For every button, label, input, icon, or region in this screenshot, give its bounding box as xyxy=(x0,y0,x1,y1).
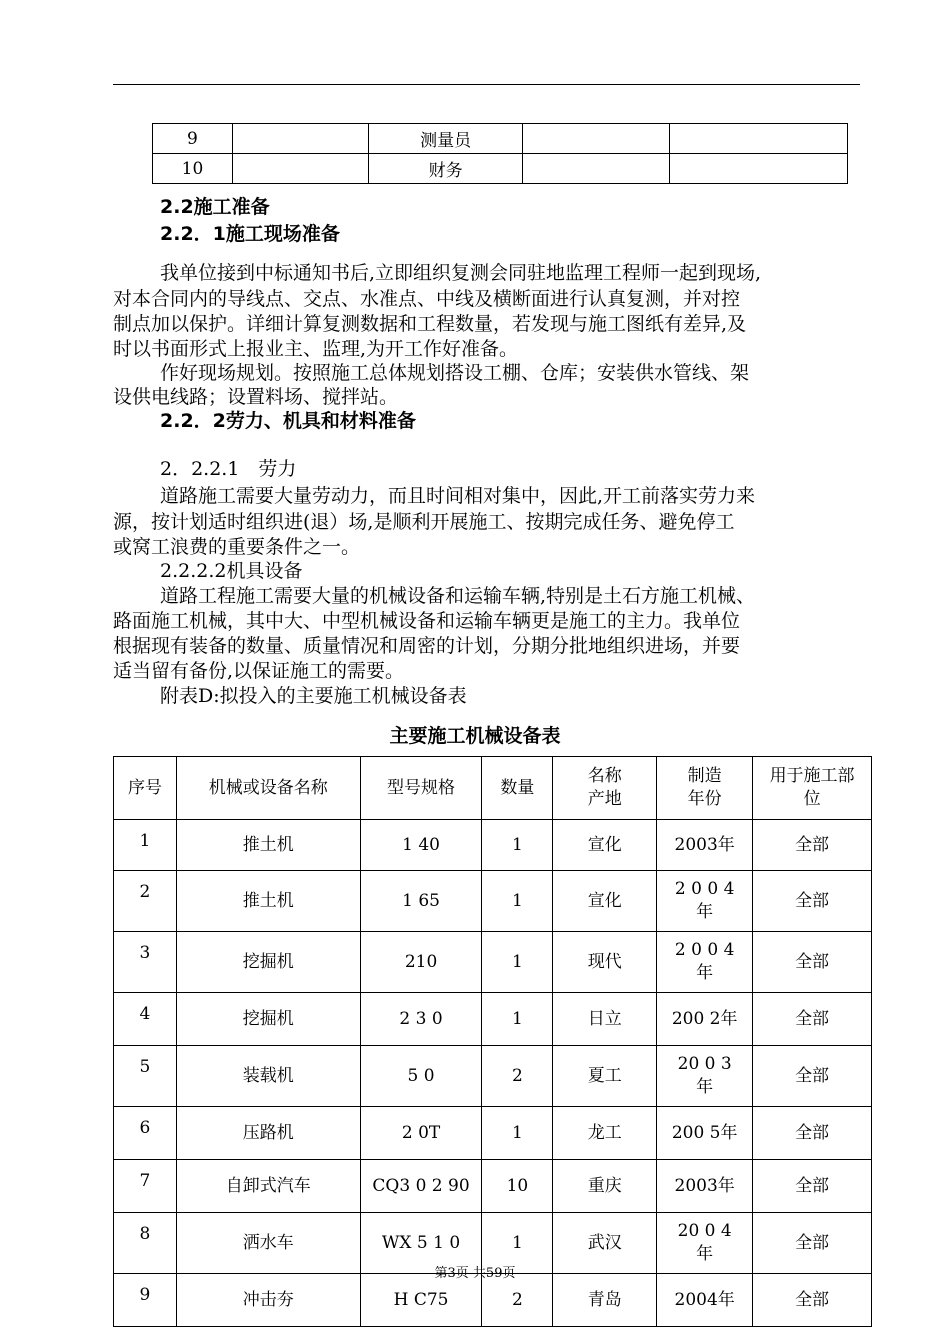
paragraph-line: 作好现场规划。按照施工总体规划搭设工棚、仓库；安装供水管线、架 xyxy=(160,362,750,384)
row-origin: 青岛 xyxy=(553,1274,657,1327)
paragraph-line: 制点加以保护。详细计算复测数据和工程数量，若发现与施工图纸有差异,及 xyxy=(113,313,747,335)
paragraph-line: 道路工程施工需要大量的机械设备和运输车辆,特别是土石方施工机械、 xyxy=(160,585,756,607)
staff-no: 9 xyxy=(153,124,233,154)
row-qty: 10 xyxy=(482,1160,553,1213)
row-origin: 武汉 xyxy=(553,1213,657,1274)
equipment-table xyxy=(113,756,872,1327)
row-name: 装载机 xyxy=(176,1046,360,1107)
paragraph-line: 附表D:拟投入的主要施工机械设备表 xyxy=(160,685,467,707)
row-model: 210 xyxy=(360,932,482,993)
row-use: 全部 xyxy=(753,932,872,993)
table-row xyxy=(114,993,872,1046)
paragraph-line: 适当留有备份,以保证施工的需要。 xyxy=(113,660,405,682)
row-use: 全部 xyxy=(753,993,872,1046)
row-model: 2 3 0 xyxy=(360,993,482,1046)
row-origin: 现代 xyxy=(553,932,657,993)
row-model: 5 0 xyxy=(360,1046,482,1107)
row-no: 4 xyxy=(114,993,177,1046)
row-year: 2004年 xyxy=(657,1274,753,1327)
section-heading: 2.2施工准备 xyxy=(160,196,270,218)
row-use: 全部 xyxy=(753,1160,872,1213)
table-row xyxy=(114,1046,872,1107)
row-year: 2003年 xyxy=(657,1160,753,1213)
row-model: H C75 xyxy=(360,1274,482,1327)
row-no: 1 xyxy=(114,820,177,871)
table-row xyxy=(114,871,872,932)
row-origin: 宣化 xyxy=(553,871,657,932)
table-row xyxy=(114,1274,872,1327)
row-name: 压路机 xyxy=(176,1107,360,1160)
subsubsection-heading: 2.2.2.2机具设备 xyxy=(160,560,303,582)
page-footer: 第3页 共59页 xyxy=(434,1266,516,1281)
row-year: 200 2年 xyxy=(657,993,753,1046)
row-qty: 2 xyxy=(482,1046,553,1107)
row-name: 挖掘机 xyxy=(176,932,360,993)
header-no: 序号 xyxy=(114,757,177,820)
row-qty: 1 xyxy=(482,1107,553,1160)
row-qty: 1 xyxy=(482,932,553,993)
row-year: 20 0 4 年 xyxy=(657,1213,753,1274)
row-origin: 日立 xyxy=(553,993,657,1046)
paragraph-line: 或窝工浪费的重要条件之一。 xyxy=(113,536,361,558)
staff-no: 10 xyxy=(153,154,233,184)
row-year: 200 5年 xyxy=(657,1107,753,1160)
row-qty: 1 xyxy=(482,871,553,932)
header-year: 制造 年份 xyxy=(657,757,753,820)
row-name: 洒水车 xyxy=(176,1213,360,1274)
row-qty: 1 xyxy=(482,820,553,871)
row-year: 2 0 0 4 年 xyxy=(657,871,753,932)
row-use: 全部 xyxy=(753,1107,872,1160)
row-year: 2 0 0 4 年 xyxy=(657,932,753,993)
staff-table xyxy=(152,123,848,184)
table-row xyxy=(114,1107,872,1160)
paragraph-line: 设供电线路；设置料场、搅拌站。 xyxy=(113,386,399,408)
row-origin: 夏工 xyxy=(553,1046,657,1107)
table-row xyxy=(153,154,848,184)
table-title: 主要施工机械设备表 xyxy=(389,725,561,747)
paragraph-line: 路面施工机械，其中大、中型机械设备和运输车辆更是施工的主力。我单位 xyxy=(113,610,741,632)
row-qty: 1 xyxy=(482,993,553,1046)
header-qty: 数量 xyxy=(482,757,553,820)
header-use: 用于施工部 位 xyxy=(753,757,872,820)
row-no: 8 xyxy=(114,1213,177,1274)
row-origin: 重庆 xyxy=(553,1160,657,1213)
table-row xyxy=(114,1160,872,1213)
header-name: 机械或设备名称 xyxy=(176,757,360,820)
row-model: 2 0T xyxy=(360,1107,482,1160)
table-row xyxy=(114,932,872,993)
row-model: WX 5 1 0 xyxy=(360,1213,482,1274)
row-use: 全部 xyxy=(753,820,872,871)
row-use: 全部 xyxy=(753,1274,872,1327)
table-header-row xyxy=(114,757,872,820)
table-row xyxy=(153,124,848,154)
row-year: 2003年 xyxy=(657,820,753,871)
paragraph-line: 时以书面形式上报业主、监理,为开工作好准备。 xyxy=(113,338,519,360)
row-origin: 龙工 xyxy=(553,1107,657,1160)
row-use: 全部 xyxy=(753,1213,872,1274)
paragraph-line: 根据现有装备的数量、质量情况和周密的计划，分期分批地组织进场，并要 xyxy=(113,635,741,657)
row-name: 挖掘机 xyxy=(176,993,360,1046)
subsection-heading: 2.2．2劳力、机具和材料准备 xyxy=(160,410,416,432)
row-use: 全部 xyxy=(753,1046,872,1107)
row-no: 6 xyxy=(114,1107,177,1160)
row-use: 全部 xyxy=(753,871,872,932)
paragraph-line: 对本合同内的导线点、交点、水准点、中线及横断面进行认真复测，并对控 xyxy=(113,288,741,310)
row-model: CQ3 0 2 90 xyxy=(360,1160,482,1213)
paragraph-line: 我单位接到中标通知书后,立即组织复测会同驻地监理工程师一起到现场, xyxy=(160,262,762,284)
row-model: 1 65 xyxy=(360,871,482,932)
row-name: 推土机 xyxy=(176,871,360,932)
row-name: 推土机 xyxy=(176,820,360,871)
header-origin: 名称 产地 xyxy=(553,757,657,820)
paragraph-line: 道路施工需要大量劳动力，而且时间相对集中，因此,开工前落实劳力来 xyxy=(160,485,756,507)
staff-role: 财务 xyxy=(368,154,523,184)
subsection-heading: 2.2．1施工现场准备 xyxy=(160,223,340,245)
staff-role: 测量员 xyxy=(368,124,523,154)
row-name: 自卸式汽车 xyxy=(176,1160,360,1213)
row-no: 2 xyxy=(114,871,177,932)
row-name: 冲击夯 xyxy=(176,1274,360,1327)
subsubsection-heading: 2．2.2.1 劳力 xyxy=(160,458,297,480)
header-model: 型号规格 xyxy=(360,757,482,820)
table-row xyxy=(114,820,872,871)
paragraph-line: 源，按计划适时组织进(退）场,是顺利开展施工、按期完成任务、避免停工 xyxy=(113,511,735,533)
row-no: 3 xyxy=(114,932,177,993)
row-qty: 2 xyxy=(482,1274,553,1327)
row-no: 7 xyxy=(114,1160,177,1213)
row-no: 9 xyxy=(114,1274,177,1327)
row-model: 1 40 xyxy=(360,820,482,871)
header-rule xyxy=(113,84,860,85)
row-origin: 宣化 xyxy=(553,820,657,871)
row-qty: 1 xyxy=(482,1213,553,1274)
row-no: 5 xyxy=(114,1046,177,1107)
row-year: 20 0 3 年 xyxy=(657,1046,753,1107)
